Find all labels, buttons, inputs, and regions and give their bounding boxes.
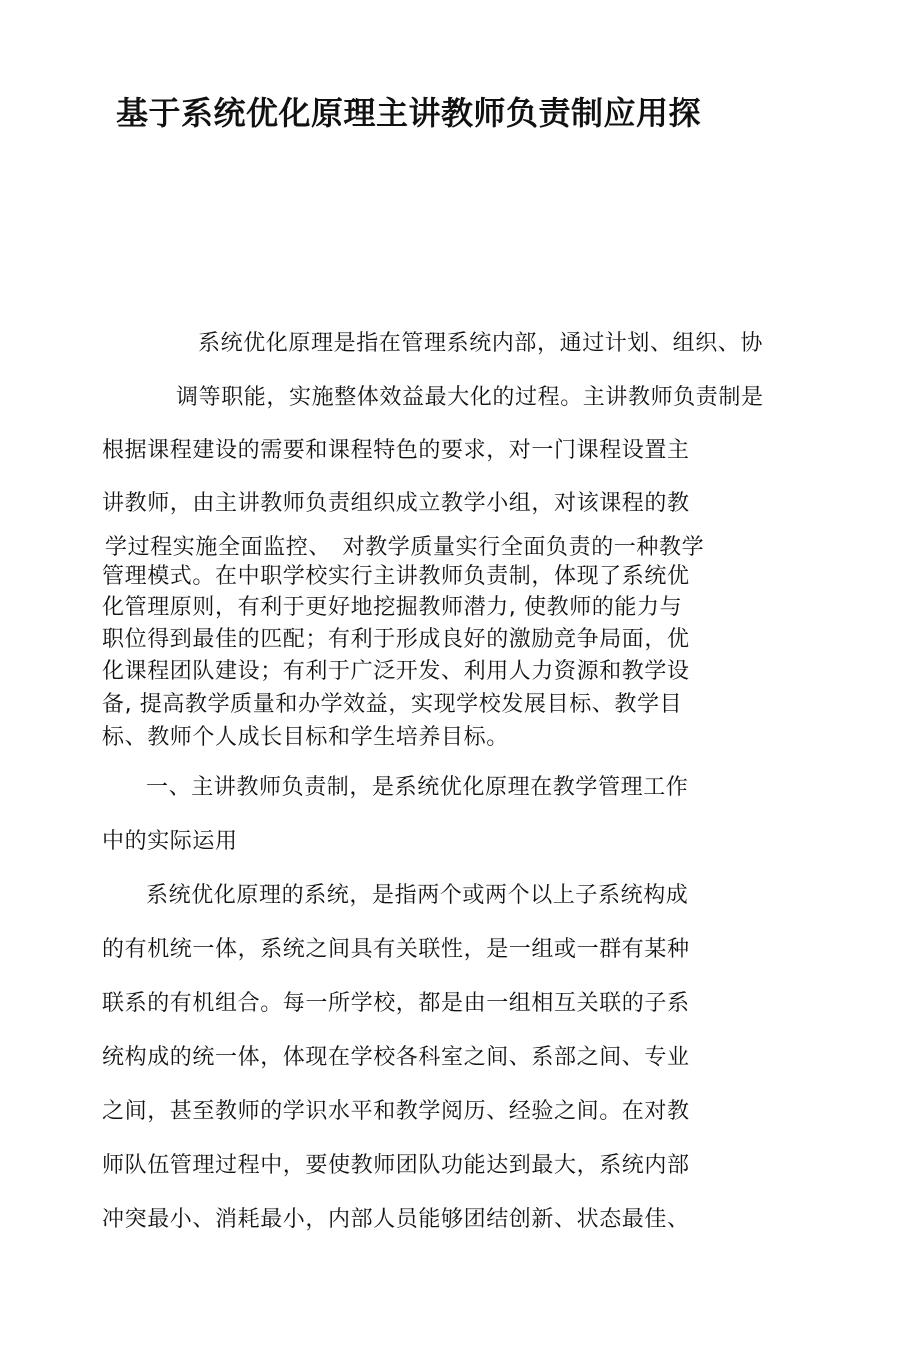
paragraph-line: 管理模式。在中职学校实行主讲教师负责制，体现了系统优: [102, 564, 690, 589]
paragraph-line: 化课程团队建设；有利于广泛开发、利用人力资源和教学设: [102, 659, 690, 684]
paragraph-line: 职位得到最佳的匹配；有利于形成良好的激励竞争局面，优: [102, 627, 690, 652]
paragraph-line: 化管理原则，有利于更好地挖掘教师潜力, 使教师的能力与: [102, 595, 683, 620]
paragraph-line: 备, 提高教学质量和办学效益，实现学校发展目标、教学目: [102, 692, 683, 717]
paragraph-line: 联系的有机组合。每一所学校，都是由一组相互关联的子系: [102, 991, 690, 1016]
paragraph-line: 之间，甚至教师的学识水平和教学阅历、经验之间。在对教: [102, 1099, 690, 1124]
paragraph-line: 学过程实施全面监控、 对教学质量实行全面负责的一种教学: [105, 535, 705, 560]
paragraph-line: 标、教师个人成长目标和学生培养目标。: [102, 725, 509, 750]
paragraph-line: 冲突最小、消耗最小，内部人员能够团结创新、状态最佳、: [102, 1207, 690, 1232]
paragraph-line: 根据课程建设的需要和课程特色的要求，对一门课程设置主: [102, 438, 690, 463]
paragraph-line: 师队伍管理过程中，要使教师团队功能达到最大，系统内部: [102, 1153, 690, 1178]
document-title: 基于系统优化原理主讲教师负责制应用探: [116, 94, 702, 132]
paragraph-line: 统构成的统一体，体现在学校各科室之间、系部之间、专业: [102, 1045, 690, 1070]
paragraph-line: 系统优化原理是指在管理系统内部，通过计划、组织、协: [198, 331, 764, 356]
paragraph-line: 的有机统一体，系统之间具有关联性，是一组或一群有某种: [102, 937, 690, 962]
section-heading-line: 中的实际运用: [102, 829, 238, 854]
paragraph-line: 系统优化原理的系统，是指两个或两个以上子系统构成: [146, 883, 689, 908]
paragraph-line: 调等职能，实施整体效益最大化的过程。主讲教师负责制是: [176, 385, 764, 410]
paragraph-line: 讲教师，由主讲教师负责组织成立教学小组，对该课程的教: [102, 491, 690, 516]
section-heading-line: 一、主讲教师负责制，是系统优化原理在教学管理工作: [146, 775, 689, 800]
